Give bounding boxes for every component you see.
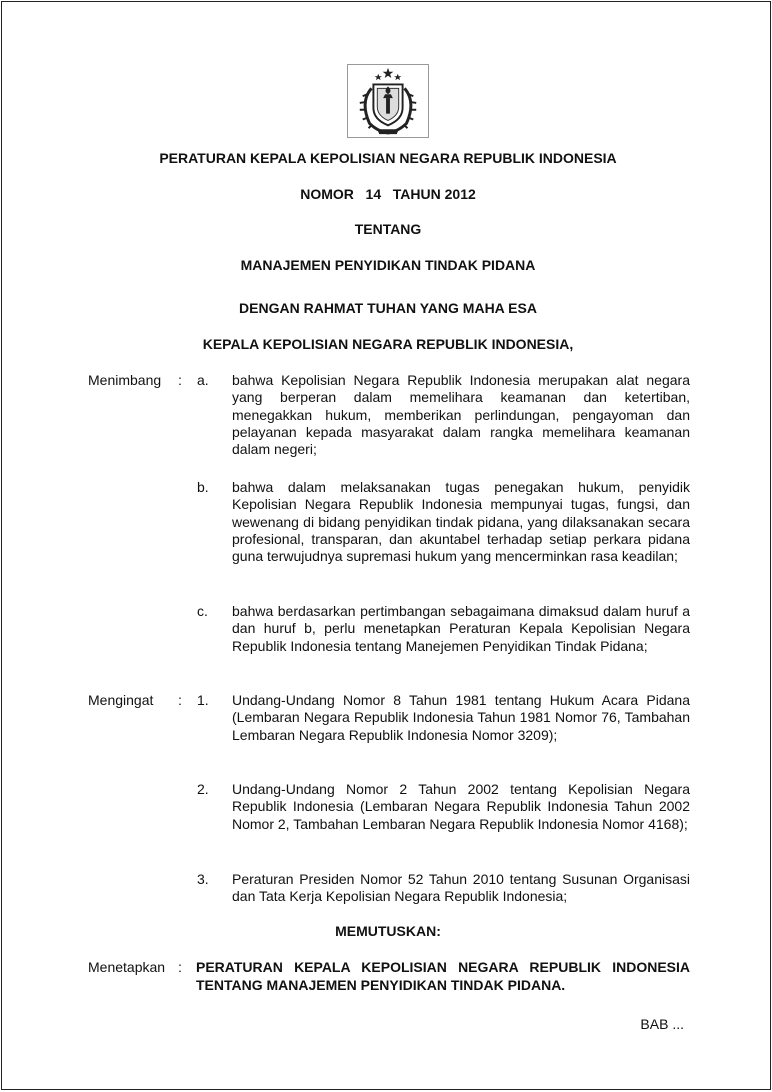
menimbang-colon: : — [178, 372, 182, 388]
menetapkan-label: Menetapkan — [88, 959, 166, 975]
menimbang-label: Menimbang — [88, 372, 162, 388]
mengingat-item-1-mark: 1. — [197, 692, 209, 708]
regulation-title: PERATURAN KEPALA KEPOLISIAN NEGARA REPUBLIK INDONESIA — [159, 150, 617, 166]
menetapkan-colon: : — [178, 959, 182, 975]
about-heading: TENTANG — [354, 221, 422, 237]
menimbang-item-b-mark: b. — [197, 479, 209, 495]
mengingat-colon: : — [178, 692, 182, 708]
blessing-line: DENGAN RAHMAT TUHAN YANG MAHA ESA — [239, 300, 537, 316]
menimbang-item-c-mark: c. — [197, 603, 208, 619]
menimbang-item-a-mark: a. — [197, 372, 209, 388]
police-emblem-icon — [347, 64, 429, 138]
mengingat-item-2-text: Undang-Undang Nomor 2 Tahun 2002 tentang Kepolisian Negara Republik Indonesia (Lembaran Negara Republik Indonesia Tahun 2002 Nomor 2, Tambahan Lembaran Negara Republik Indonesia Nomor 4168); — [232, 781, 690, 832]
mengingat-item-2-mark: 2. — [197, 781, 209, 797]
memutuskan-heading: MEMUTUSKAN: — [335, 923, 441, 939]
menimbang-item-c-text: bahwa berdasarkan pertimbangan sebagaimana dimaksud dalam huruf a dan huruf b, perlu menetapkan Peraturan Kepala Kepolisian Negara Republik Indonesia tentang Manejemen Penyidikan Tindak Pidana; — [232, 603, 690, 654]
mengingat-item-3-text: Peraturan Presiden Nomor 52 Tahun 2010 tentang Susunan Organisasi dan Tata Kerja Kepolisian Negara Republik Indonesia; — [232, 871, 690, 905]
regulation-subject: MANAJEMEN PENYIDIKAN TINDAK PIDANA — [240, 257, 536, 273]
regulation-number: NOMOR 14 TAHUN 2012 — [300, 186, 476, 202]
document-page — [1, 1, 771, 1090]
mengingat-label: Mengingat — [88, 692, 154, 708]
menimbang-item-a-text: bahwa Kepolisian Negara Republik Indonesia merupakan alat negara yang berperan dalam memelihara keamanan dan ketertiban, menegakkan hukum, memberikan perlindungan, pengayoman dan pelayanan kepada masyarakat dalam rangka memelihara keamanan dalam negeri; — [232, 372, 690, 458]
issuer-line: KEPALA KEPOLISIAN NEGARA REPUBLIK INDONESIA, — [202, 336, 574, 352]
page-continuation: BAB ... — [640, 1016, 684, 1032]
menetapkan-text: PERATURAN KEPALA KEPOLISIAN NEGARA REPUBLIK INDONESIA TENTANG MANAJEMEN PENYIDIKAN TINDAK PIDANA. — [196, 959, 690, 993]
mengingat-item-3-mark: 3. — [197, 871, 209, 887]
mengingat-item-1-text: Undang-Undang Nomor 8 Tahun 1981 tentang Hukum Acara Pidana (Lembaran Negara Republik Indonesia Tahun 1981 Nomor 76, Tambahan Lembaran Negara Republik Indonesia Nomor 3209); — [232, 692, 690, 743]
menimbang-item-b-text: bahwa dalam melaksanakan tugas penegakan hukum, penyidik Kepolisian Negara Republik Indonesia mempunyai tugas, fungsi, dan wewenang di bidang penyidikan tindak pidana, yang dilaksanakan secara profesional, transparan, dan akuntabel terhadap setiap perkara pidana guna terwujudnya supremasi hukum yang mencerminkan rasa keadilan; — [232, 479, 690, 565]
